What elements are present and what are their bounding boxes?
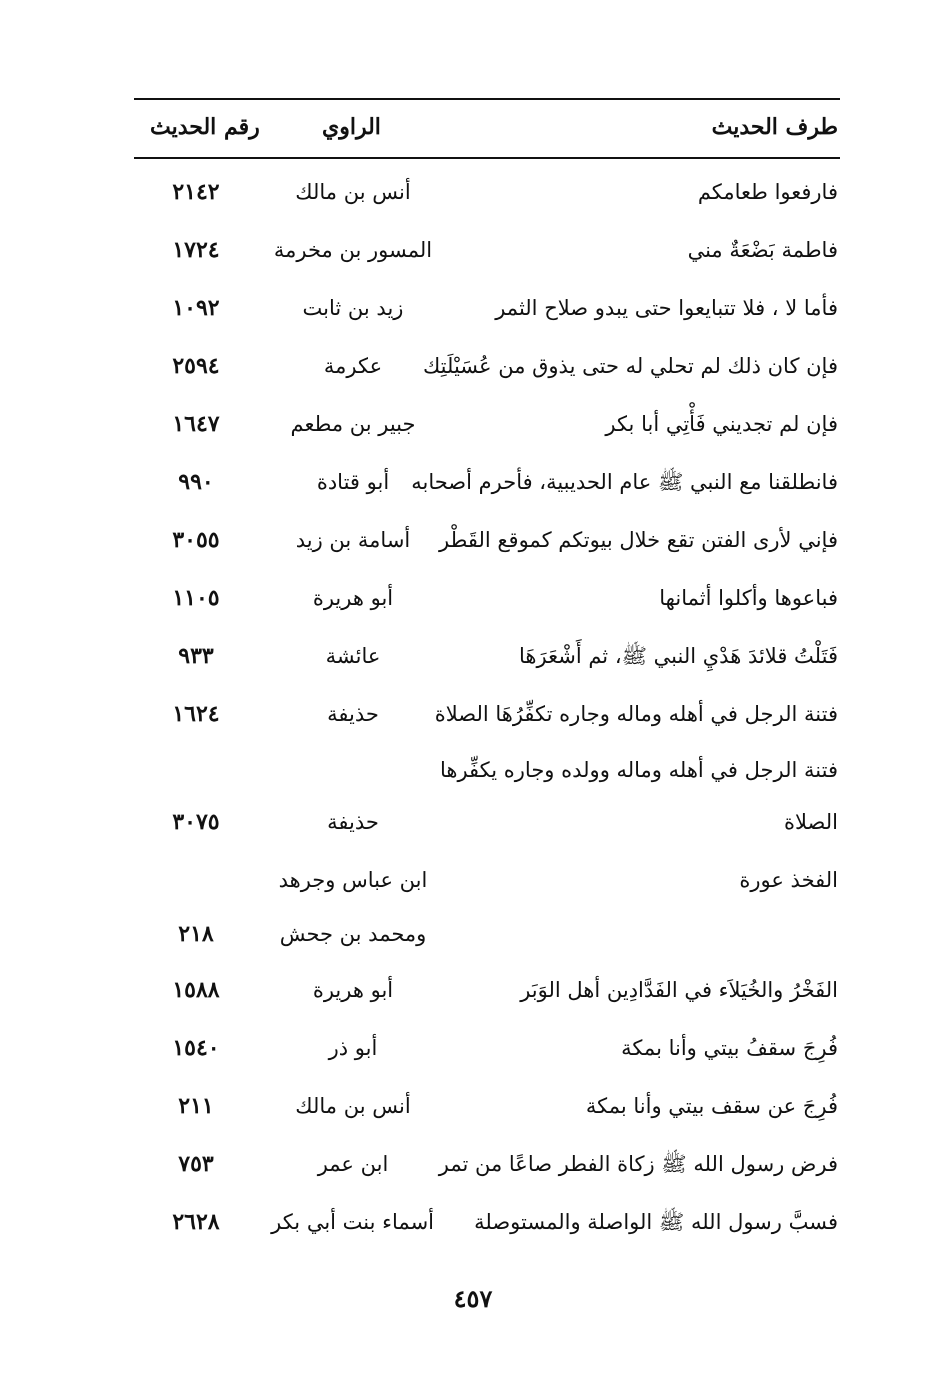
table-row <box>0 230 946 270</box>
header-number: رقم الحديث <box>150 114 260 140</box>
hadith-text: فإني لأرى الفتن تقع خلال بيوتكم كموقع القَطْر <box>439 528 838 552</box>
table-row <box>0 802 946 842</box>
table-row <box>0 914 946 954</box>
top-rule <box>134 98 840 100</box>
hadith-number: ١٥٨٨ <box>172 977 220 1003</box>
narrator: أنس بن مالك <box>295 180 411 204</box>
table-row <box>0 1144 946 1184</box>
table-row <box>0 404 946 444</box>
narrator: عائشة <box>325 644 381 668</box>
narrator: أسماء بنت أبي بكر <box>271 1210 434 1234</box>
narrator: أنس بن مالك <box>295 1094 411 1118</box>
table-row <box>0 1086 946 1126</box>
hadith-text: فاطمة بَضْعَةٌ مني <box>687 238 838 262</box>
hadith-number: ٣٠٥٥ <box>172 527 220 553</box>
hadith-number: ٢٦٢٨ <box>172 1209 220 1235</box>
narrator: جبير بن مطعم <box>290 412 416 436</box>
hadith-number: ٢٥٩٤ <box>172 353 220 379</box>
hadith-text: فتنة الرجل في أهله وماله وجاره تكفِّرُهَا الصلاة <box>434 702 838 726</box>
hadith-number: ١٠٩٢ <box>172 295 220 321</box>
narrator: أبو هريرة <box>312 978 394 1002</box>
narrator: أسامة بن زيد <box>295 528 411 552</box>
narrator: ابن عمر <box>317 1152 389 1176</box>
hadith-number: ١١٠٥ <box>172 585 220 611</box>
hadith-text: فسبَّ رسول الله ﷺ الواصلة والمستوصلة <box>474 1210 838 1234</box>
table-row <box>0 860 946 900</box>
narrator: ابن عباس وجرهد <box>278 868 428 892</box>
hadith-text: فأما لا ، فلا تتبايعوا حتى يبدو صلاح الثمر <box>495 296 838 320</box>
hadith-number: ٣٠٧٥ <box>172 809 220 835</box>
hadith-number: ٢١١ <box>178 1093 214 1119</box>
hadith-text: فرض رسول الله ﷺ زكاة الفطر صاعًا من تمر <box>438 1152 838 1176</box>
hadith-text: فَتَلْتُ قلائدَ هَدْيِ النبي ﷺ، ثم أَشْعَرَهَا <box>519 644 838 668</box>
narrator: ومحمد بن جحش <box>279 922 427 946</box>
table-row <box>0 520 946 560</box>
hadith-text: فُرِجَ سقفُ بيتي وأنا بمكة <box>621 1036 838 1060</box>
hadith-text: فتنة الرجل في أهله وماله وولده وجاره يكفِّرها <box>439 758 838 782</box>
header-hadith: طرف الحديث <box>711 114 838 140</box>
hadith-number: ٢١٤٢ <box>172 179 220 205</box>
hadith-number: ٧٥٣ <box>178 1151 214 1177</box>
narrator: زيد بن ثابت <box>302 296 404 320</box>
narrator: أبو قتادة <box>316 470 390 494</box>
table-row <box>0 172 946 212</box>
header-rule <box>134 157 840 159</box>
narrator: أبو ذر <box>328 1036 378 1060</box>
hadith-text: الصلاة <box>784 810 838 834</box>
hadith-text: فانطلقنا مع النبي ﷺ عام الحديبية، فأحرم أصحابه <box>411 470 838 494</box>
table-row <box>0 636 946 676</box>
table-row <box>0 694 946 734</box>
hadith-text: فباعوها وأكلوا أثمانها <box>659 586 838 610</box>
table-row <box>0 578 946 618</box>
narrator: المسور بن مخرمة <box>273 238 433 262</box>
table-row <box>0 462 946 502</box>
table-row <box>0 288 946 328</box>
hadith-text: فإن لم تجديني فَأْتِي أبا بكر <box>605 412 838 436</box>
narrator: عكرمة <box>323 354 383 378</box>
hadith-number: ٢١٨ <box>178 921 214 947</box>
hadith-text: فُرِجَ عن سقف بيتي وأنا بمكة <box>585 1094 838 1118</box>
narrator: أبو هريرة <box>312 586 394 610</box>
table-row <box>0 750 946 790</box>
narrator: حذيفة <box>327 702 379 726</box>
hadith-text: فارفعوا طعامكم <box>697 180 838 204</box>
hadith-text: الفخذ عورة <box>739 868 838 892</box>
narrator: حذيفة <box>327 810 379 834</box>
hadith-text: فإن كان ذلك لم تحلي له حتى يذوق من عُسَيْلَتِك <box>422 354 838 378</box>
hadith-number: ١٧٢٤ <box>172 237 220 263</box>
hadith-number: ١٦٤٧ <box>172 411 220 437</box>
table-row <box>0 346 946 386</box>
table-row <box>0 1202 946 1242</box>
hadith-number: ٩٩٠ <box>178 469 214 495</box>
table-row <box>0 970 946 1010</box>
hadith-number: ١٥٤٠ <box>172 1035 220 1061</box>
hadith-number: ١٦٢٤ <box>172 701 220 727</box>
page-number: ٤٥٧ <box>453 1284 493 1313</box>
table-row <box>0 1028 946 1068</box>
hadith-number: ٩٣٣ <box>178 643 214 669</box>
hadith-text: الفَخْرُ والخُيَلاَء في الفَدَّادِين أهل الوَبَر <box>520 978 838 1002</box>
header-narrator: الراوي <box>322 114 381 140</box>
